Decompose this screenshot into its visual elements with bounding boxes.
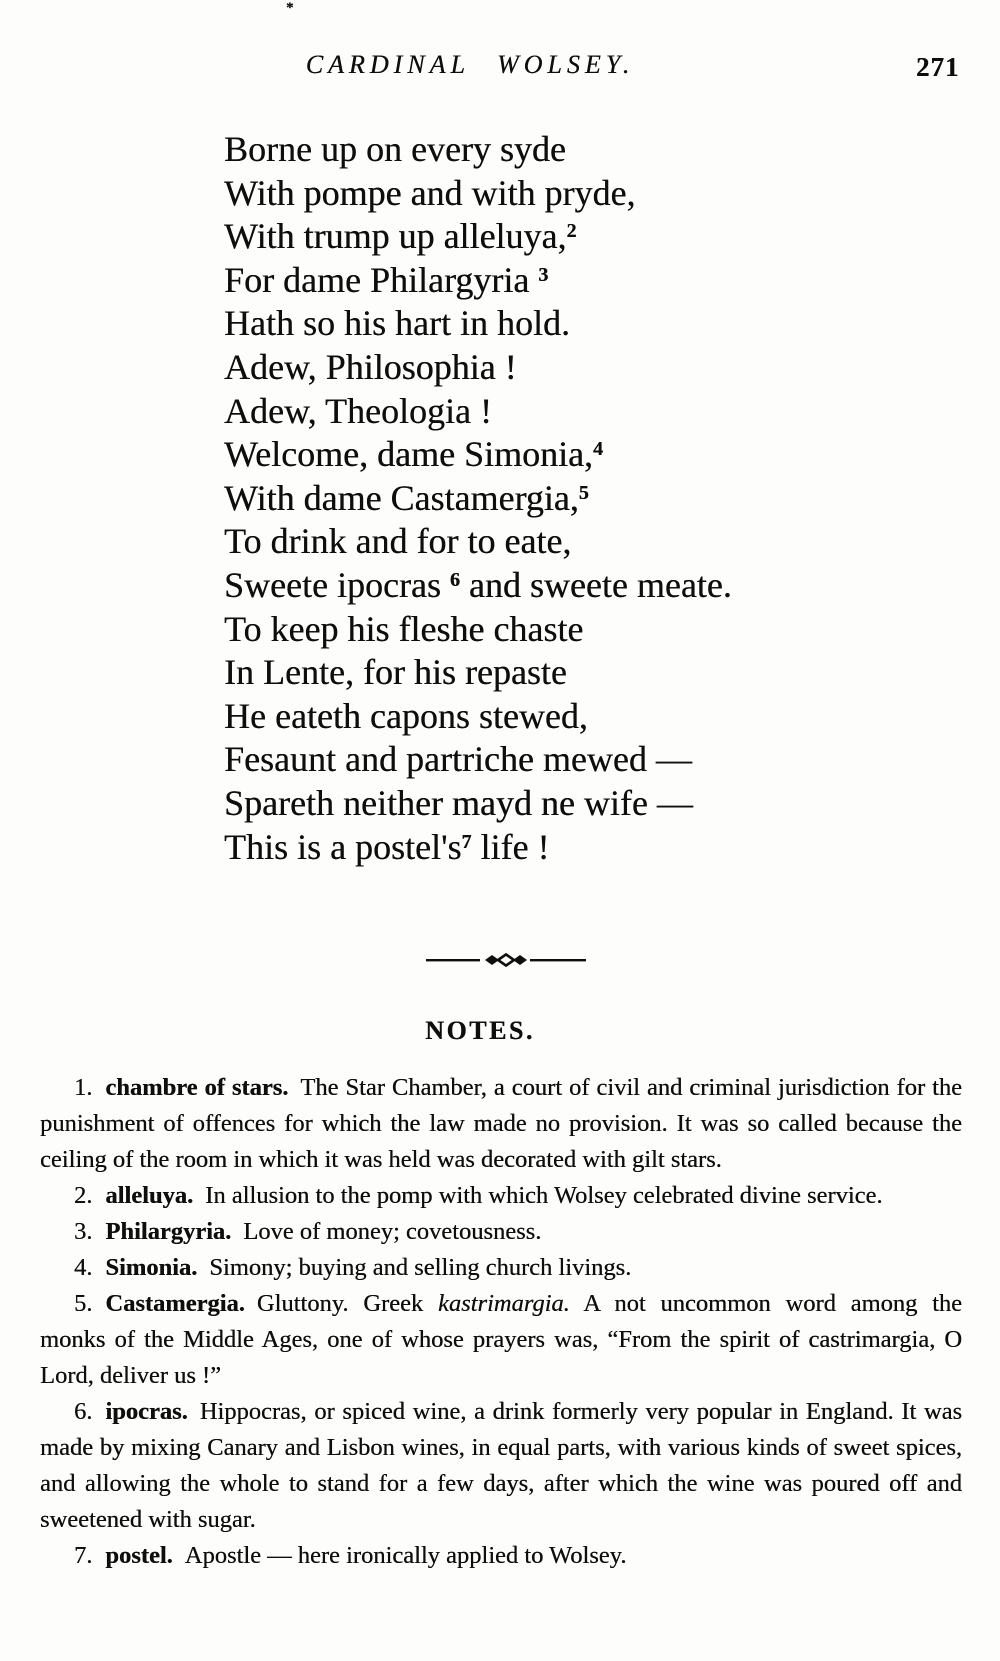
poem-line [224,433,732,477]
poem-line-text: Sweete ipocras [224,564,450,605]
note-number: 2. [74,1182,93,1209]
poem-line-text: For dame Philargyria [224,259,539,300]
note-body: Gluttony. Greek [256,1290,438,1317]
note-body: In allusion to the pomp with which Wolsey celebrated divine service. [205,1182,883,1209]
notes-section [40,1070,962,1574]
poem-line-text: Borne up on every syde [224,129,566,169]
poem-line [224,302,732,346]
poem-line [224,782,732,826]
poem-line [224,520,732,564]
poem-line-text: With dame Castamergia, [224,477,579,518]
poem-line [224,826,732,870]
footnote-ref: 6 [449,568,460,591]
note-body: Hippocras, or spiced wine, a drink formerly very popular in England. It was made by mixing Canary and Lisbon wines, in equal parts, with various kinds of sweet spices, and allowing the whole to stand for a few days, after which the wine was poured off and sweetened with sugar. [40,1398,962,1533]
note-item [40,1214,962,1250]
poem-line [224,390,732,434]
note-item [40,1538,962,1574]
poem-line-text: He eateth capons stewed, [224,695,588,736]
note-item [40,1070,962,1178]
note-number: 6. [74,1398,93,1425]
footnote-ref: 2 [566,220,577,243]
footnote-ref: 5 [578,481,589,504]
page-number: 271 [916,52,960,82]
poem-line-text: Welcome, dame Simonia, [224,434,593,475]
note-body: Apostle — here ironically applied to Wolsey. [184,1542,627,1569]
poem-line-text: To drink and for to eate, [224,521,572,562]
poem-line-text: Adew, Philosophia ! [224,346,517,387]
note-term: Castamergia. [105,1290,245,1317]
notes-heading: NOTES. [425,1016,535,1045]
poem-line [224,651,732,695]
note-term: Simonia. [105,1254,198,1281]
poem-line [224,128,732,172]
poem-line-text: To keep his fleshe chaste [224,608,584,649]
poem-line [224,215,732,259]
note-term: chambre of stars. [105,1074,289,1101]
note-term: ipocras. [105,1398,188,1425]
poem-line-text: With pompe and with pryde, [224,172,636,213]
note-body: Love of money; covetousness. [243,1218,542,1245]
footnote-ref: 3 [538,263,549,286]
note-number: 7. [74,1542,93,1569]
note-body-italic: kastrimargia. [437,1290,570,1317]
poem-line-text: Fesaunt and partriche mewed — [224,739,692,780]
poem-line-text: In Lente, for his repaste [224,652,567,693]
poem-line-text: This is a postel's [224,826,462,867]
note-term: postel. [105,1542,173,1569]
poem-line-text: Adew, Theologia ! [224,390,492,431]
note-number: 4. [74,1254,93,1281]
note-item [40,1250,962,1286]
poem-line-text: Spareth neither mayd ne wife — [224,782,693,823]
note-term: Philargyria. [105,1218,232,1245]
ink-mark: * [286,0,294,16]
footnote-ref: 4 [593,438,603,461]
note-body: A not uncommon word among the monks of the Middle Ages, one of whose prayers was, “From the spirit of castrimargia, O Lord, deliver us !” [40,1290,963,1389]
poem-line [224,608,732,652]
note-number: 1. [74,1074,93,1101]
poem-line [224,695,732,739]
note-item [40,1394,962,1538]
poem-line [224,564,732,608]
section-divider-ornament [426,952,586,968]
note-item [40,1286,962,1394]
note-number: 3. [74,1218,93,1245]
poem [224,128,732,869]
poem-line-text: and sweete meate. [459,564,732,605]
note-body: The Star Chamber, a court of civil and criminal jurisdiction for the punishment of offences for which the law made no provision. It was so called because the ceiling of the room in which it was held was decorated with gilt stars. [40,1074,962,1173]
poem-line [224,259,732,303]
poem-line [224,477,732,521]
poem-line [224,738,732,782]
poem-line [224,172,732,216]
note-term: alleluya. [105,1182,194,1209]
note-body: Simony; buying and selling church livings. [209,1254,632,1281]
footnote-ref: 7 [461,830,472,853]
poem-line-text: life ! [471,826,550,867]
poem-line-text: Hath so his hart in hold. [224,303,570,344]
note-number: 5. [74,1290,93,1317]
note-item [40,1178,962,1214]
running-header-title: CARDINAL WOLSEY. [305,50,635,79]
poem-line-text: With trump up alleluya, [224,216,567,257]
poem-line [224,346,732,390]
